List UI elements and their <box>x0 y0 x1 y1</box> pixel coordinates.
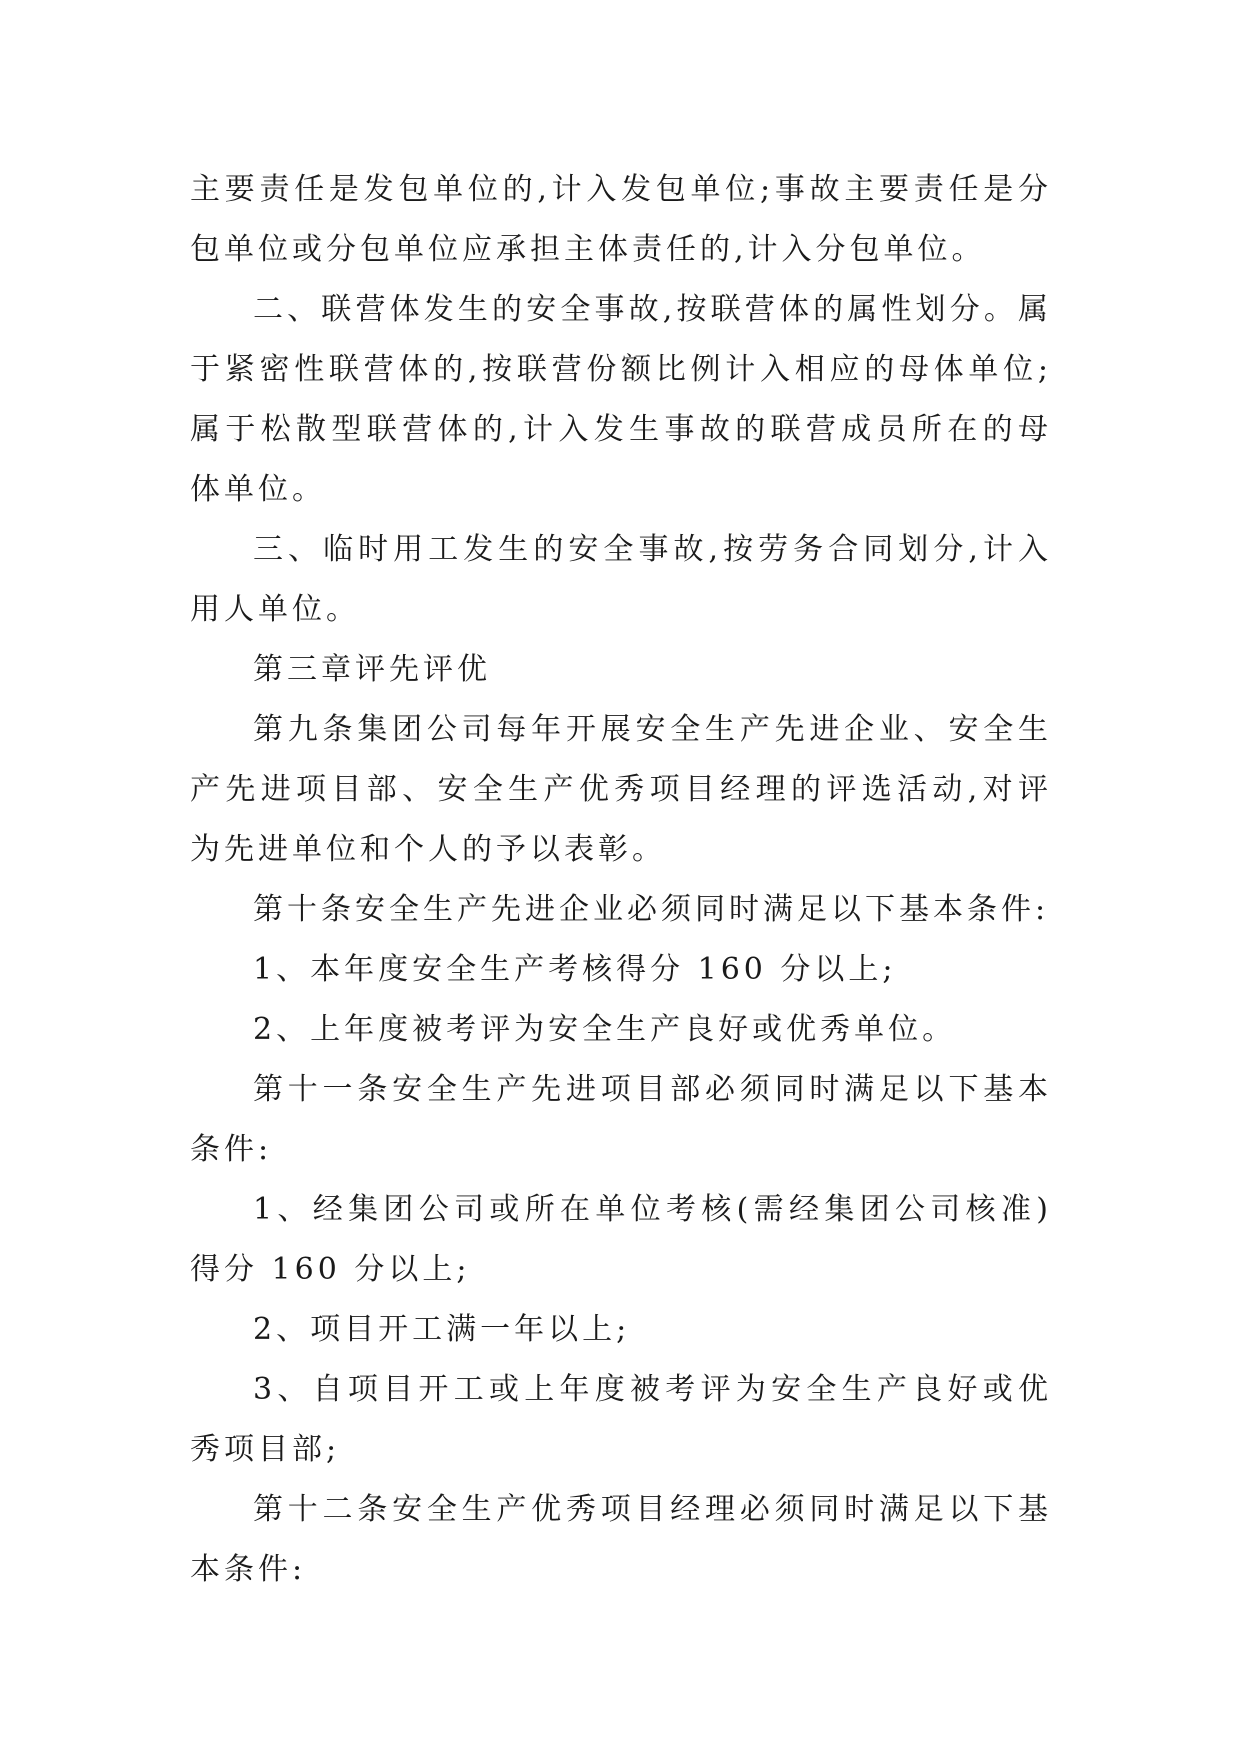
chapter-heading: 第三章评先评优 <box>253 652 491 687</box>
article-10-item-2: 2、上年度被考评为安全生产良好或优秀单位。 <box>253 1012 957 1047</box>
article-12: 第十二条安全生产优秀项目经理必须同时满足以下基本条件: <box>190 1492 1052 1587</box>
paragraph-responsibility-allocation: 主要责任是发包单位的,计入发包单位;事故主要责任是分包单位或分包单位应承担主体责任的,计入分包单位。 <box>190 172 1052 267</box>
article-9: 第九条集团公司每年开展安全生产先进企业、安全生产先进项目部、安全生产优秀项目经理的评选活动,对评为先进单位和个人的予以表彰。 <box>190 712 1052 867</box>
paragraph-joint-venture: 二、联营体发生的安全事故,按联营体的属性划分。属于紧密性联营体的,按联营份额比例计入相应的母体单位;属于松散型联营体的,计入发生事故的联营成员所在的母体单位。 <box>190 292 1052 507</box>
article-10-item-1: 1、本年度安全生产考核得分 160 分以上; <box>253 952 897 987</box>
article-11-item-3: 3、自项目开工或上年度被考评为安全生产良好或优秀项目部; <box>190 1372 1052 1467</box>
document-body <box>190 160 1052 1600</box>
article-11: 第十一条安全生产先进项目部必须同时满足以下基本条件: <box>190 1072 1052 1167</box>
article-11-item-2: 2、项目开工满一年以上; <box>253 1312 631 1347</box>
article-10: 第十条安全生产先进企业必须同时满足以下基本条件: <box>253 892 1050 927</box>
paragraph-temporary-workers: 三、临时用工发生的安全事故,按劳务合同划分,计入用人单位。 <box>190 532 1052 627</box>
article-11-item-1: 1、经集团公司或所在单位考核(需经集团公司核准)得分 160 分以上; <box>190 1192 1052 1287</box>
